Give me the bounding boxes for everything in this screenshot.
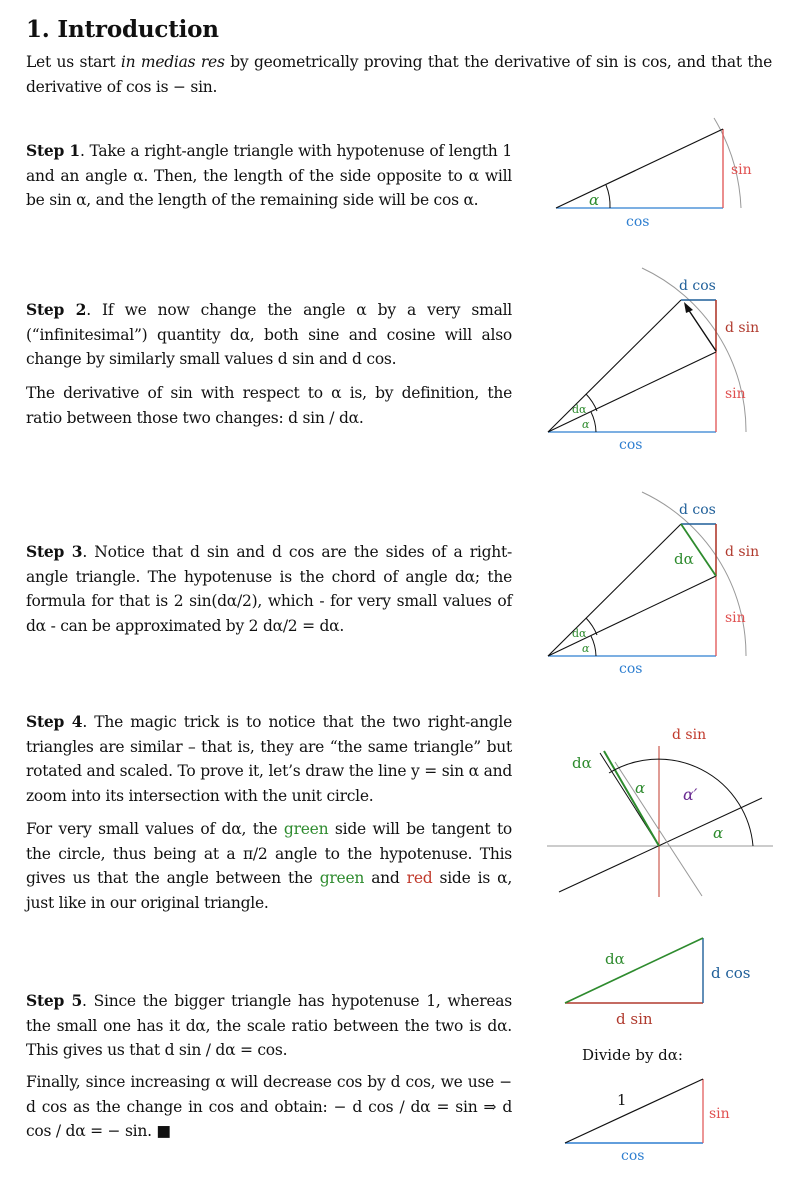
rotated-hypotenuse [548,300,681,432]
step5-final-paragraph: Finally, since increasing α will decrease cos by d cos, we use − d cos as the change in cos and obtain: − d cos / dα = sin ⇒ d cos / dα = − sin. ■ [26,1073,512,1140]
step5-paragraph: Step 5. Since the bigger triangle has hypotenuse 1, whereas the small one has it dα, the scale ratio between the two is dα. This gives us that d sin / dα = cos. [26,991,512,1059]
sin-label: sin [725,386,746,402]
section-title: 1. Introduction [26,16,219,43]
radius-line [559,798,762,892]
dalpha-small-label: dα [572,627,587,640]
dsin-label: d sin [616,1010,653,1028]
step1-paragraph: Step 1. Take a right-angle triangle with hypotenuse of length 1 and an angle α. Then, the length of the side opposite to α will be sin α, and the length of the remaining side will be cos α. [26,141,513,209]
alpha-prime-label: α′ [683,785,698,804]
alpha-label: α [582,418,590,431]
unit-hypotenuse [565,1079,703,1143]
hypotenuse [548,352,716,432]
cos-label: cos [626,214,650,230]
step2-derivative-paragraph: The derivative of sin with respect to α is, by definition, the ratio between those two changes: d sin / dα. [26,384,512,427]
dalpha-side [565,938,703,1003]
cos-label: cos [619,661,643,677]
alpha-arc [591,636,596,656]
alpha-right-label: α [713,824,724,842]
hypotenuse [548,576,716,656]
intro-paragraph: Let us start in medias res by geometrically proving that the derivative of sin is cos, and that the derivative of cos is − sin. [26,53,772,96]
dcos-label: d cos [711,964,751,982]
arrow-head [684,302,693,313]
rotated-hypotenuse [548,524,681,656]
dalpha-arc [586,394,597,411]
alpha-label: α [589,191,600,209]
green-tangent-side [604,751,659,846]
dalpha-label: dα [572,403,587,416]
sin-label: sin [709,1106,730,1122]
dcos-label: d cos [679,278,716,294]
hypotenuse [556,129,723,208]
dsin-label: d sin [725,544,760,560]
figure-step2 [540,262,770,454]
alpha-arc [606,185,610,208]
cos-label: cos [619,437,643,453]
sin-label: sin [731,162,752,178]
alpha-top-label: α [635,779,646,797]
sin-label: sin [725,610,746,626]
step3-paragraph: Step 3. Notice that d sin and d cos are the sides of a right-angle triangle. The hypotenuse is the chord of angle dα; the formula for that is 2 sin(dα/2), which - for very small values of dα - can be approximated by 2 dα/2 = dα. [26,542,513,635]
dcos-label: d cos [679,502,716,518]
figure-step1 [545,118,775,233]
step4-paragraph: Step 4. The magic trick is to notice that the two right-angle triangles are similar – that is, they are “the same triangle” but rotated and scaled. To prove it, let’s draw the line y = sin α and zoom into its intersection with the unit circle. [26,712,513,805]
dalpha-label: dα [572,754,592,772]
dalpha-arc [586,618,597,635]
circle-arc [609,759,753,846]
dalpha-label: dα [605,950,625,968]
step4-tangent-paragraph: For very small values of dα, the green side will be tangent to the circle, thus being at a π/2 angle to the hypotenuse. This gives us that the angle between the green and red side is α, just like in our original triangle. [26,820,513,912]
dsin-label: d sin [725,320,760,336]
alpha-arc [591,412,596,432]
figure-step4 [545,720,775,900]
divide-caption: Divide by dα: [582,1046,683,1064]
change-arrow [688,309,716,351]
dsin-label: d sin [672,727,707,743]
figure-step3 [540,486,770,678]
dalpha-label: dα [674,550,694,568]
alpha-label: α [582,642,590,655]
cos-label: cos [621,1148,645,1164]
figure-step5 [560,930,760,1170]
step2-paragraph: Step 2. If we now change the angle α by a very small (“infinitesimal”) quantity dα, both sine and cosine will also change by similarly small values d sin and d cos. [26,300,512,368]
one-label: 1 [617,1091,627,1109]
